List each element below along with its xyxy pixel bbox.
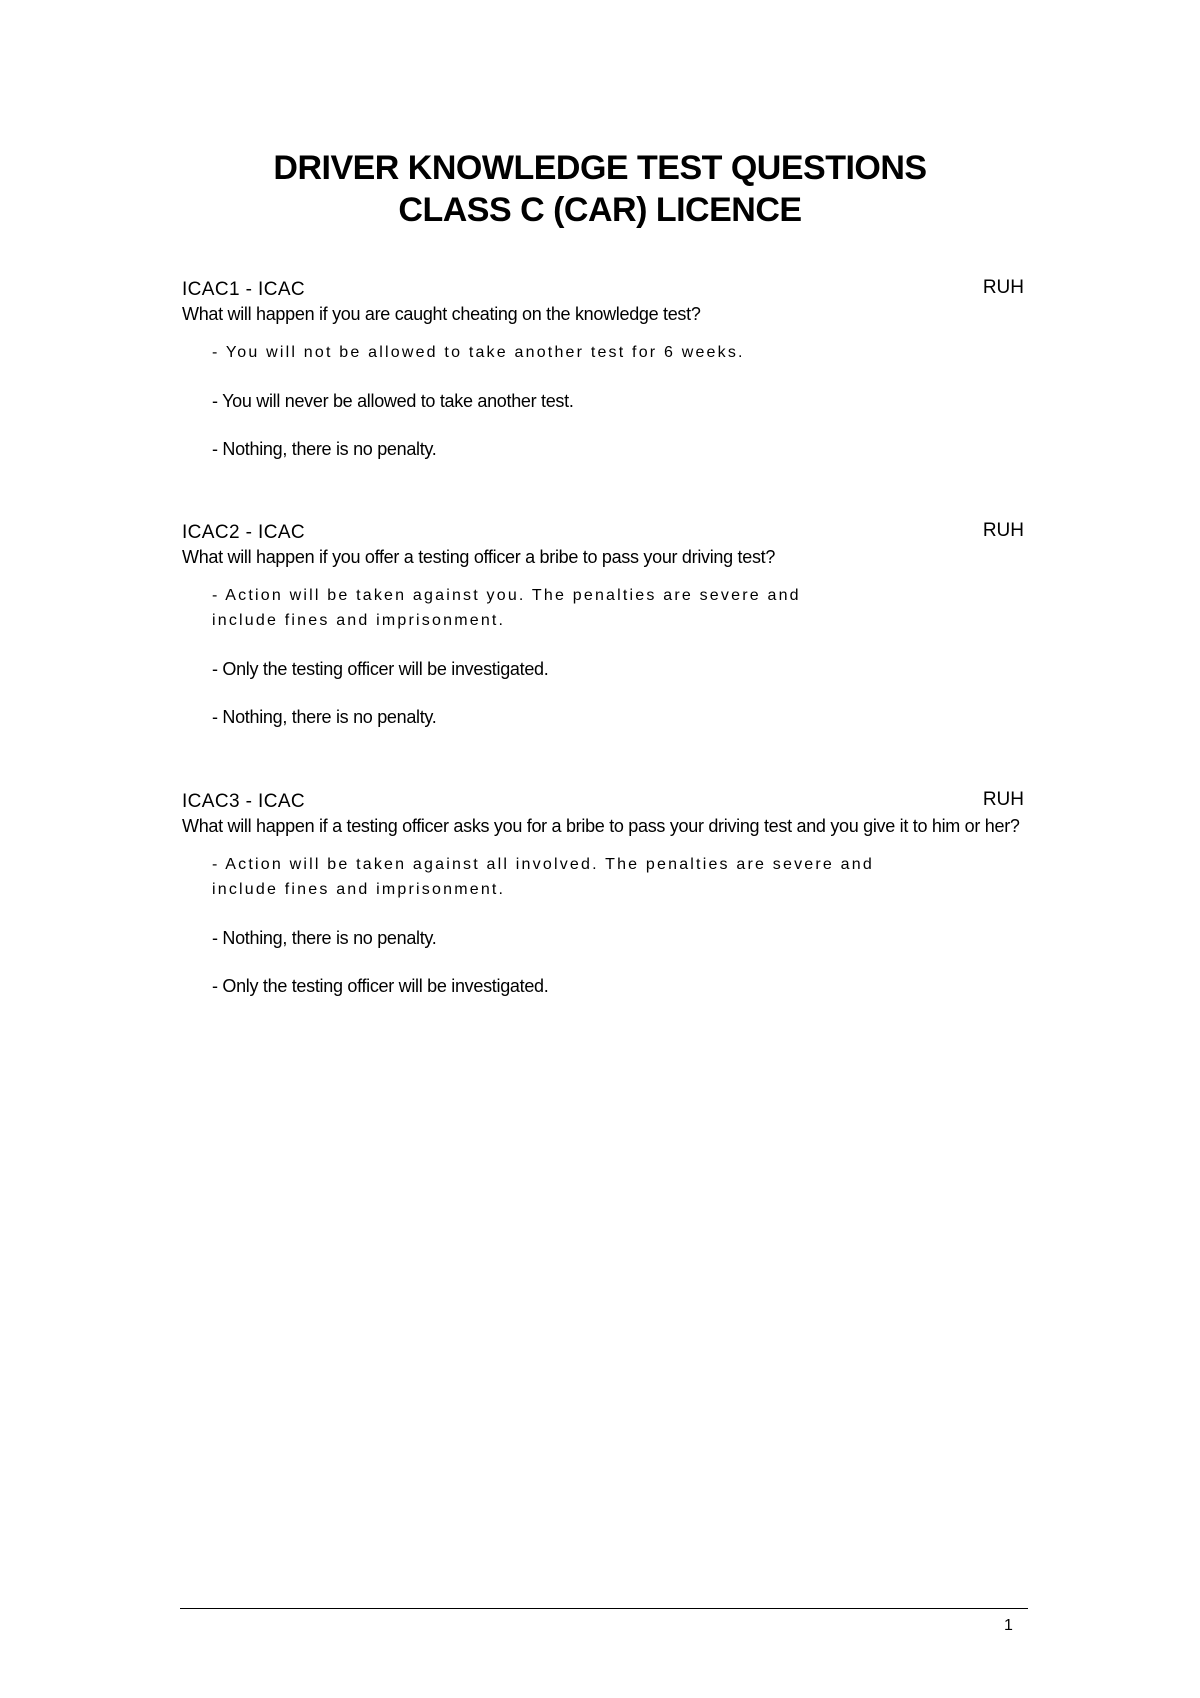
question-code: ICAC1 - ICAC [182, 279, 306, 300]
footer-divider [180, 1608, 1028, 1609]
answer-options [182, 852, 1024, 998]
answer-option-3: - Nothing, there is no penalty. [212, 707, 437, 727]
question-code: ICAC2 - ICAC [182, 522, 306, 543]
question-code: ICAC3 - ICAC [182, 791, 306, 812]
answer-options [182, 583, 1024, 729]
answer-option-1: - Action will be taken against all involved. The penalties are severe and include fines and imprisonment. [212, 856, 874, 898]
answer-option-2: - Only the testing officer will be investigated. [212, 659, 549, 679]
question-block-2 [182, 521, 1024, 753]
question-block-3 [182, 790, 1024, 1022]
question-block-1 [182, 278, 1024, 485]
document-title-line-2: CLASS C (CAR) LICENCE [398, 191, 802, 229]
answer-option-2: - Nothing, there is no penalty. [212, 928, 437, 948]
page-number: 1 [1004, 1617, 1013, 1634]
question-text: What will happen if a testing officer asks you for a bribe to pass your driving test and you give it to him or her? [182, 816, 1020, 836]
question-text: What will happen if you are caught cheating on the knowledge test? [182, 304, 701, 324]
answer-option-1: - Action will be taken against you. The penalties are severe and include fines and imprisonment. [212, 587, 801, 629]
question-tag: RUH [982, 520, 1024, 541]
question-tag: RUH [982, 277, 1024, 298]
answer-option-2: - You will never be allowed to take another test. [212, 391, 574, 411]
answer-option-3: - Nothing, there is no penalty. [212, 439, 437, 459]
question-header [182, 521, 1024, 545]
question-tag: RUH [982, 789, 1024, 810]
question-header [182, 278, 1024, 302]
document-title-line-1: DRIVER KNOWLEDGE TEST QUESTIONS [273, 149, 927, 187]
question-header [182, 790, 1024, 814]
answer-options [182, 340, 1024, 461]
answer-option-3: - Only the testing officer will be investigated. [212, 976, 549, 996]
answer-option-1: - You will not be allowed to take another test for 6 weeks. [212, 344, 745, 361]
question-text: What will happen if you offer a testing officer a bribe to pass your driving test? [182, 547, 776, 567]
